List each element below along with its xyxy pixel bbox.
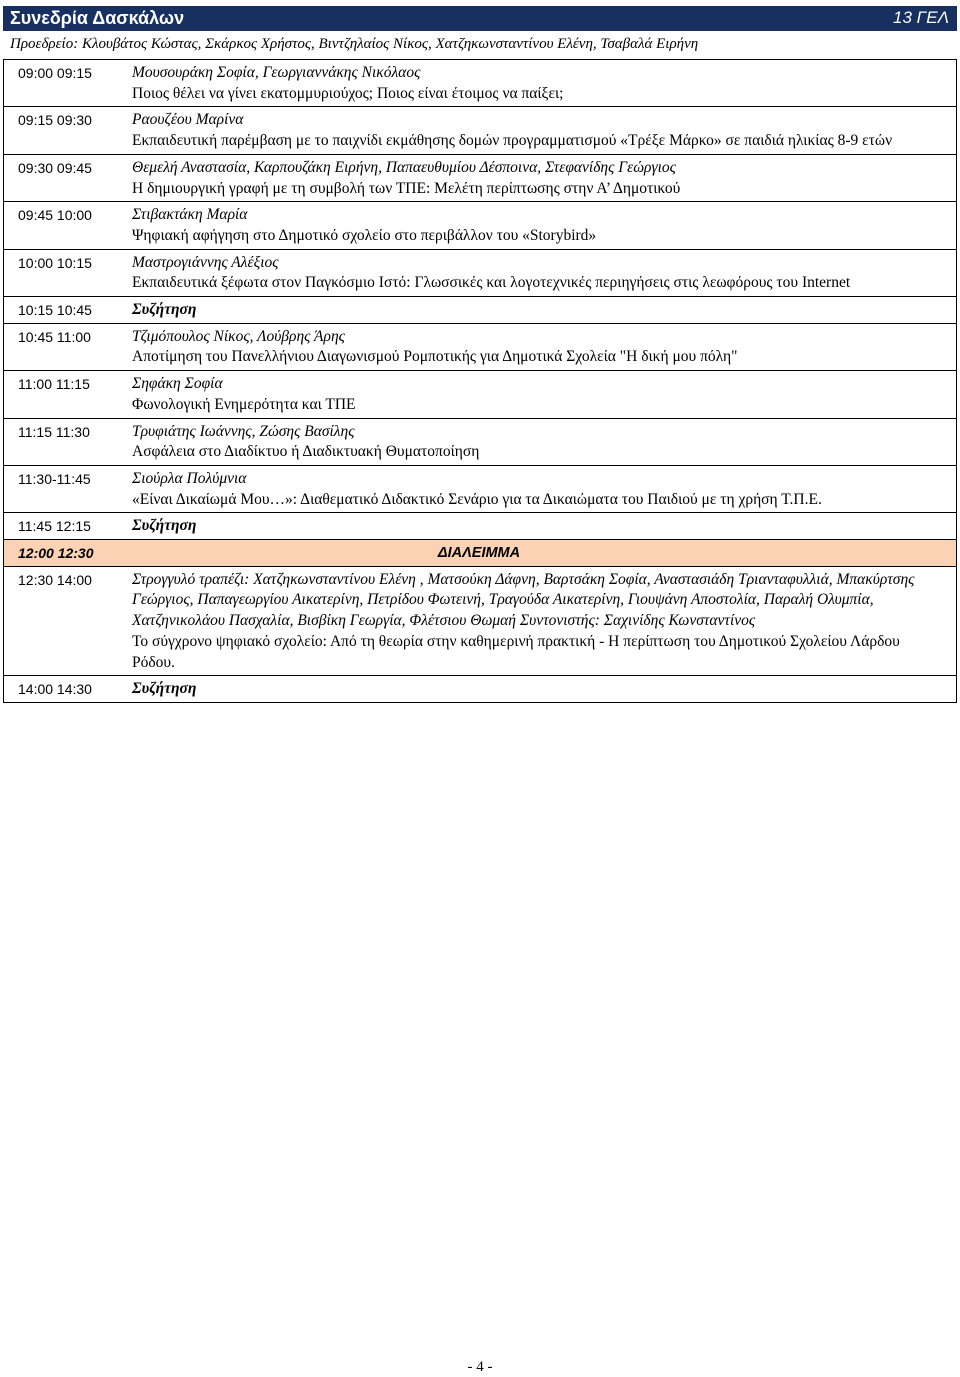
session-content [132, 371, 956, 417]
discussion-label: Συζήτηση [132, 680, 197, 698]
session-content [132, 107, 956, 153]
session-row [4, 324, 956, 371]
session-time: 09:30 09:45 [18, 159, 92, 176]
session-content [132, 676, 956, 702]
session-talk-title: Ποιος θέλει να γίνει εκατομμυριούχος; Ποιος είναι έτοιμος να παίξει; [132, 84, 564, 102]
session-venue: 13 ΓΕΛ [892, 8, 949, 27]
session-time: 10:15 10:45 [18, 302, 92, 319]
session-talk-title: Εκπαιδευτική παρέμβαση με το παιχνίδι εκμάθησης δομών προγραμματισμού «Τρέξε Μάρκο» σε παιδιά ηλικίας 8-9 ετών [132, 132, 893, 150]
session-content [132, 324, 956, 370]
session-speakers: Σηφάκη Σοφία [132, 375, 223, 393]
session-talk-title: «Είναι Δικαίωμά Μου…»: Διαθεματικό Διδακτικό Σενάριο για τα Δικαιώματα του Παιδιού με τη χρήση Τ.Π.Ε. [132, 490, 822, 508]
session-speakers: Στιβακτάκη Μαρία [132, 206, 248, 224]
session-speakers: Μουσουράκη Σοφία, Γεωργιαννάκης Νικόλαος [132, 64, 421, 81]
session-time: 11:30-11:45 [18, 470, 91, 487]
session-content [132, 297, 956, 323]
session-talk-title: Εκπαιδευτικά ξέφωτα στον Παγκόσμιο Ιστό: Γλωσσικές και λογοτεχνικές περιηγήσεις στις λεωφόρους του Internet [132, 274, 851, 292]
session-row [4, 60, 956, 107]
session-speakers: Τρυφιάτης Ιωάννης, Ζώσης Βασίλης [132, 422, 355, 440]
session-content [132, 60, 956, 106]
session-content [132, 540, 956, 566]
session-speakers: Μαστρογιάννης Αλέξιος [132, 253, 279, 271]
session-header [3, 6, 957, 31]
session-talk-title: Ασφάλεια στο Διαδίκτυο ή Διαδικτυακή Θυματοποίηση [132, 443, 480, 461]
discussion-row [4, 676, 956, 703]
session-time: 12:00 12:30 [18, 545, 94, 562]
break-label: ΔΙΑΛΕΙΜΜΑ [437, 545, 521, 562]
session-row [4, 466, 956, 513]
session-time: 12:30 14:00 [18, 571, 92, 588]
session-row [4, 371, 956, 418]
discussion-row [4, 513, 956, 540]
session-time: 14:00 14:30 [18, 681, 92, 698]
session-speakers: Θεμελή Αναστασία, Καρπουζάκη Ειρήνη, Παπαευθυμίου Δέσποινα, Στεφανίδης Γεώργιος [132, 158, 676, 176]
session-time: 11:45 12:15 [18, 518, 91, 535]
session-time: 10:45 11:00 [18, 328, 91, 345]
session-time: 10:00 10:15 [18, 254, 92, 271]
session-time: 09:15 09:30 [18, 112, 92, 129]
break-row [4, 540, 956, 567]
session-time: 09:45 10:00 [18, 207, 92, 224]
session-content [132, 567, 956, 676]
session-row [4, 250, 956, 297]
session-speakers: Ραουζέου Μαρίνα [132, 111, 244, 129]
session-row [4, 567, 956, 677]
session-talk-title: Αποτίμηση του Πανελλήνιου Διαγωνισμού Ρομποτικής για Δημοτικά Σχολεία "Η δική μου πόλη" [132, 348, 738, 366]
session-time: 09:00 09:15 [18, 65, 92, 81]
discussion-label: Συζήτηση [132, 517, 197, 535]
session-content [132, 513, 956, 539]
session-talk-title: Το σύγχρονο ψηφιακό σχολείο: Από τη θεωρία στην καθημερινή πρακτική - Η περίπτωση του Δημοτικού Σχολείου Λάρδου Ρόδου. [132, 632, 900, 671]
session-row [4, 419, 956, 466]
session-time: 11:00 11:15 [18, 376, 90, 393]
discussion-row [4, 297, 956, 324]
session-row [4, 202, 956, 249]
session-row [4, 107, 956, 154]
session-content [132, 466, 956, 512]
session-row [4, 155, 956, 202]
session-title: Συνεδρία Δασκάλων [10, 8, 185, 28]
page-number: - 4 - [467, 1359, 493, 1375]
session-talk-title: Ψηφιακή αφήγηση στο Δημοτικό σχολείο στο περιβάλλον του «Storybird» [132, 226, 597, 244]
session-content [132, 202, 956, 248]
session-content [132, 155, 956, 201]
session-talk-title: Η δημιουργική γραφή με τη συμβολή των ΤΠΕ: Μελέτη περίπτωσης στην Α’ Δημοτικού [132, 179, 681, 197]
discussion-label: Συζήτηση [132, 301, 197, 319]
schedule-table [3, 59, 957, 703]
session-speakers: Σιούρλα Πολύμνια [132, 469, 247, 487]
session-content [132, 250, 956, 296]
session-talk-title: Φωνολογική Ενημερότητα και ΤΠΕ [132, 395, 356, 413]
session-speakers: Τζιμόπουλος Νίκος, Λούβρης Άρης [132, 327, 345, 345]
session-speakers: Στρογγυλό τραπέζι: Χατζηκωνσταντίνου Ελένη , Ματσούκη Δάφνη, Βαρτσάκη Σοφία, Αναστασιάδη Τριανταφυλλιά, Μπακύρτσης Γεώργιος, Παπαγεωργίου Αικατερίνη, Πετρίδου Φωτεινή, Τραγούδα Αικατερίνη, Γιουψάνη Αποστολία, Παραλή Ολυμπία, Χατζηνικολάου Πασχαλία, Βισβίκη Γεωργία, Φλέτσιου Θωμαή Συντονιστής: Σαχινίδης Κωνσταντίνος [132, 570, 915, 630]
session-time: 11:15 11:30 [18, 423, 90, 440]
session-content [132, 419, 956, 465]
presidium-line: Προεδρείο: Κλουβάτος Κώστας, Σκάρκος Χρήστος, Βιντζηλαίος Νίκος, Χατζηκωνσταντίνου Ελένη, Τσαβαλά Ειρήνη [10, 36, 699, 52]
